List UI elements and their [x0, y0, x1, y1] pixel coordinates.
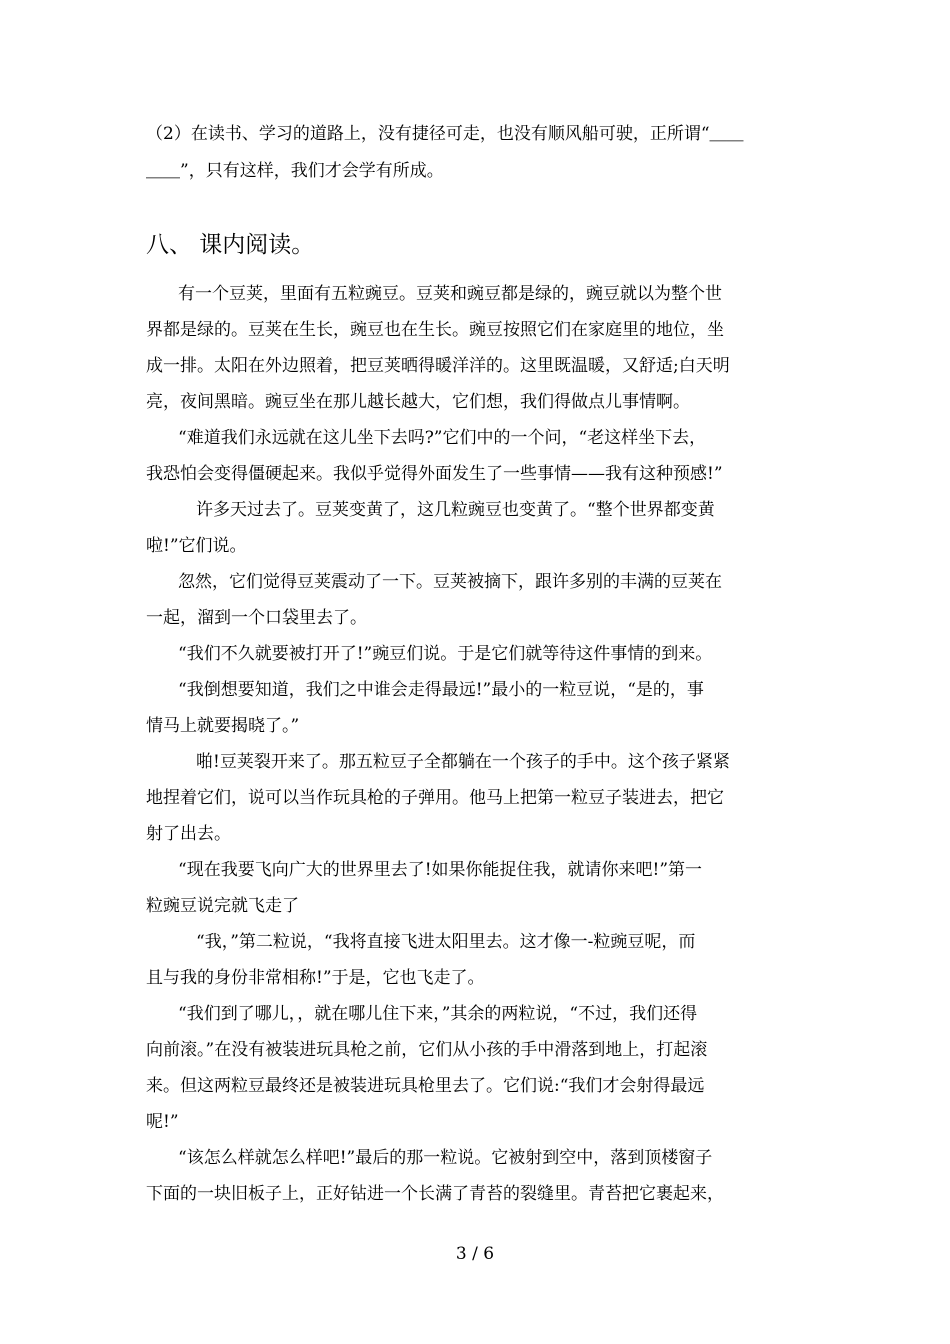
- passage-line: 亮，夜间黑暗。豌豆坐在那儿越长越大，它们想，我们得做点儿事情啊。: [146, 392, 690, 412]
- passage-line: 成一排。太阳在外边照着，把豆荚晒得暖洋洋的。这里既温暖，又舒适;白天明: [146, 356, 730, 376]
- passage-line: “该怎么样就怎么样吧!”最后的那一粒说。它被射到空中，落到顶楼窗子: [178, 1148, 713, 1168]
- passage-line: 忽然，它们觉得豆荚震动了一下。豆荚被摘下，跟许多别的丰满的豆荚在: [178, 572, 722, 592]
- passage-line: 射了出去。: [146, 824, 231, 844]
- passage-line: 一起，溜到一个口袋里去了。: [146, 608, 367, 628]
- passage-line: “我倒想要知道，我们之中谁会走得最远!”最小的一粒豆说，“是的，事: [178, 680, 704, 700]
- question-line-1: （2）在读书、学习的道路上，没有捷径可走，也没有顺风船可驶，正所谓“＿＿: [146, 124, 744, 144]
- passage-line: 来。但这两粒豆最终还是被装进玩具枪里去了。它们说:“我们才会射得最远: [146, 1076, 705, 1096]
- passage-line: 粒豌豆说完就飞走了: [146, 896, 299, 916]
- passage-line: “我，”第二粒说，“我将直接飞进太阳里去。这才像一-粒豌豆呢，而: [196, 932, 696, 952]
- passage-line: 我恐怕会变得僵硬起来。我似乎觉得外面发生了一些事情——我有这种预感!”: [146, 464, 723, 484]
- passage-line: 啦!”它们说。: [146, 536, 247, 556]
- passage-line: 向前滚。”在没有被装进玩具枪之前，它们从小孩的手中滑落到地上，打起滚: [146, 1040, 708, 1060]
- passage-line: “难道我们永远就在这儿坐下去吗?”它们中的一个问，“老这样坐下去，: [178, 428, 707, 448]
- passage-line: 啪!豆荚裂开来了。那五粒豆子全都躺在一个孩子的手中。这个孩子紧紧: [196, 752, 730, 772]
- passage-line: 界都是绿的。豆荚在生长，豌豆也在生长。豌豆按照它们在家庭里的地位，坐: [146, 320, 724, 340]
- page-number: 3 / 6: [455, 1244, 495, 1264]
- section-heading: 八、 课内阅读。: [146, 232, 315, 258]
- passage-line: “我们到了哪儿，，就在哪儿住下来，”其余的两粒说，“不过，我们还得: [178, 1004, 698, 1024]
- passage-line: 地捏着它们，说可以当作玩具枪的子弹用。他马上把第一粒豆子装进去，把它: [146, 788, 724, 808]
- passage-line: 且与我的身份非常相称!”于是，它也飞走了。: [146, 968, 485, 988]
- passage-line: 许多天过去了。豆荚变黄了，这几粒豌豆也变黄了。“整个世界都变黄: [196, 500, 715, 520]
- passage-line: 下面的一块旧板子上，正好钻进一个长满了青苔的裂缝里。青苔把它裹起来，: [146, 1184, 724, 1204]
- passage-line: “我们不久就要被打开了!”豌豆们说。于是它们就等待这件事情的到来。: [178, 644, 713, 664]
- question-line-2: ＿＿”，只有这样，我们才会学有所成。: [146, 161, 444, 181]
- passage-line: 呢!”: [146, 1112, 179, 1132]
- passage-line: 有一个豆荚，里面有五粒豌豆。豆荚和豌豆都是绿的，豌豆就以为整个世: [178, 284, 722, 304]
- passage-line: 情马上就要揭晓了。”: [146, 716, 300, 736]
- passage-line: “现在我要飞向广大的世界里去了!如果你能捉住我，就请你来吧!”第一: [178, 860, 703, 880]
